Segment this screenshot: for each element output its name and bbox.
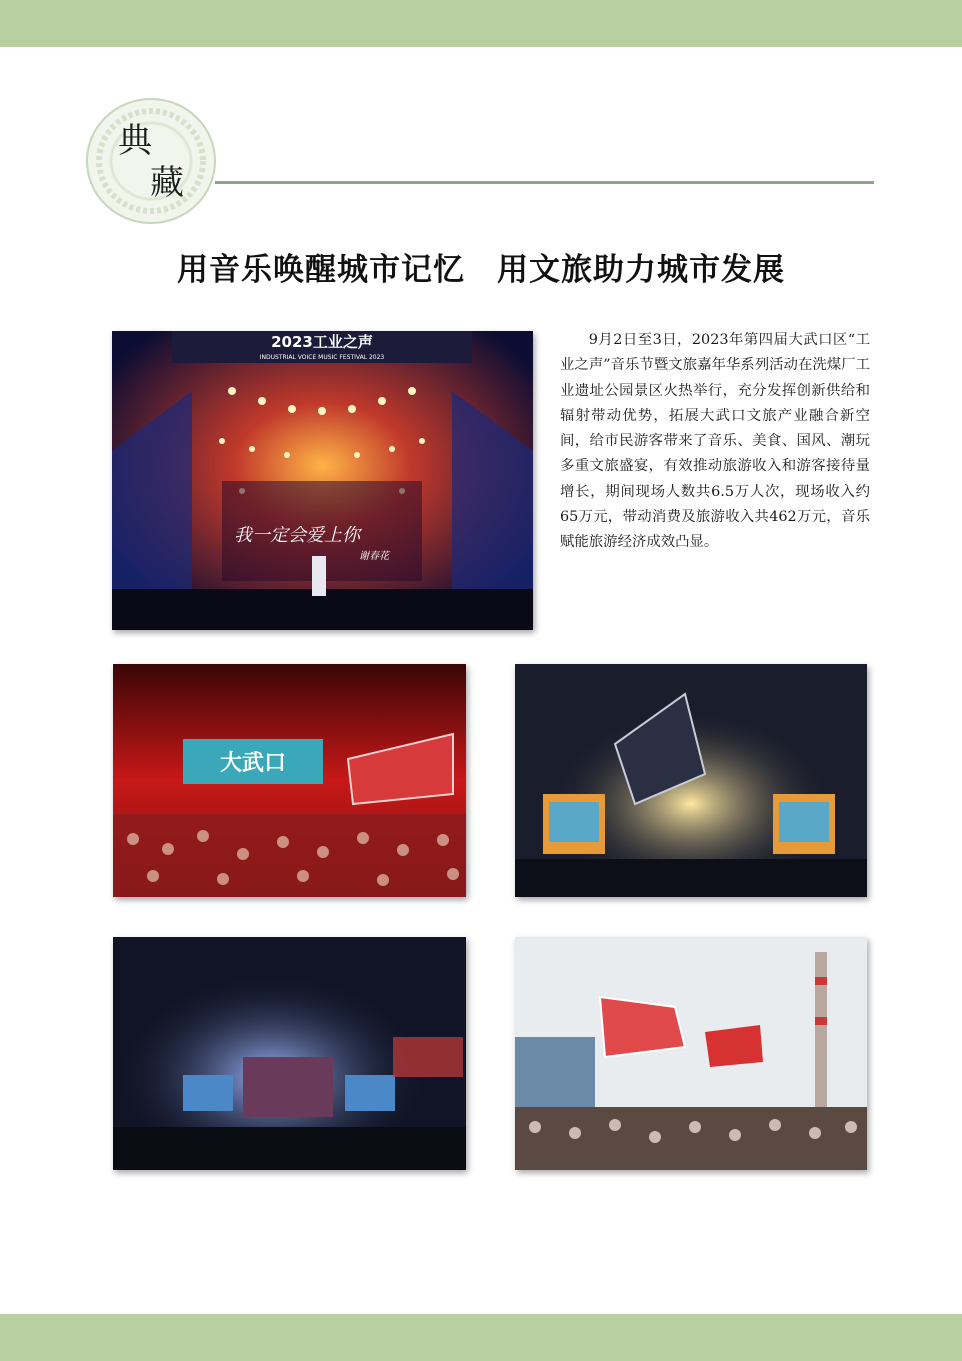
- night-stage-photo: [515, 664, 867, 897]
- stage-photo: [112, 331, 533, 630]
- bottom-band: [0, 1314, 962, 1361]
- wide-stage-photo: [113, 937, 466, 1170]
- stage-banner: 2023工业之声: [271, 333, 373, 351]
- seal-glyph-2: 藏: [150, 163, 184, 203]
- crowd-red-photo: [113, 664, 466, 897]
- top-band: [0, 0, 962, 47]
- crowd-flag-text: 大武口: [219, 751, 287, 776]
- stage-screen-sign: 谢春花: [359, 551, 389, 562]
- article-body: 9月2日至3日，2023年第四届大武口区“工业之声”音乐节暨文旅嘉年华系列活动在洗煤厂工业遗址公园景区火热举行，充分发挥创新供给和辐射带动优势，拓展大武口文旅产业融合新空间，给市民游客带来了音乐、美食、国风、潮玩多重文旅盛宴，有效推动旅游收入和游客接待量增长，期间现场人数共6.5万人次，现场收入约65万元，带动消费及旅游收入共462万元，音乐赋能旅游经济成效凸显。: [560, 332, 870, 551]
- seal-emblem: [83, 96, 219, 226]
- header-rule: [215, 181, 874, 184]
- article-title: 用音乐唤醒城市记忆 用文旅助力城市发展: [177, 252, 785, 288]
- stage-banner-sub: INDUSTRIAL VOICE MUSIC FESTIVAL 2023: [259, 354, 385, 361]
- daytime-crowd-photo: [515, 937, 867, 1170]
- seal-glyph-1: 典: [118, 121, 152, 161]
- stage-screen-text: 我一定会爱上你: [234, 525, 360, 546]
